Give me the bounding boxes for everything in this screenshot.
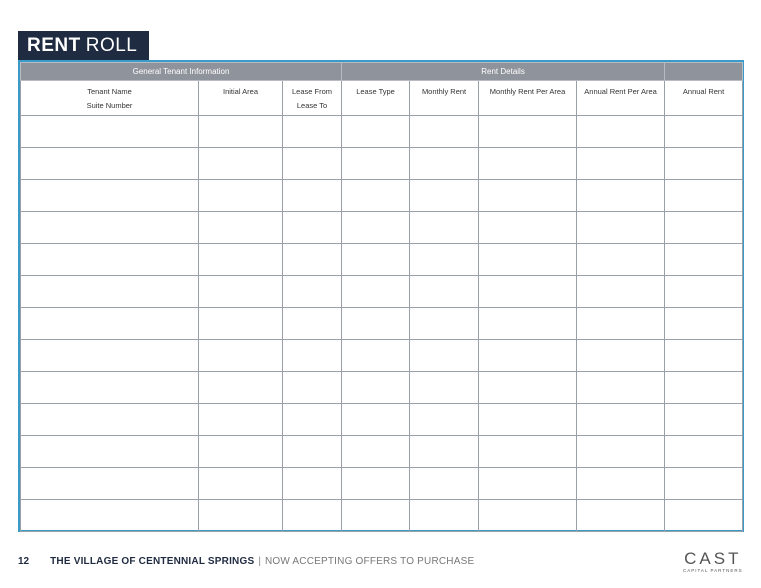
table-cell (577, 212, 665, 244)
property-name: THE VILLAGE OF CENTENNIAL SPRINGS (50, 556, 255, 567)
table-cell (479, 404, 577, 436)
col-header-lease-type (342, 81, 410, 116)
table-cell (410, 276, 479, 308)
col-header-lease-type-line1: Lease Type (356, 87, 395, 96)
table-cell (21, 148, 199, 180)
table-cell (283, 180, 342, 212)
table-cell (342, 404, 410, 436)
table-cell (199, 212, 283, 244)
table-cell (665, 244, 743, 276)
table-cell (410, 404, 479, 436)
table-cell (199, 468, 283, 500)
logo-main: CAST (684, 549, 742, 568)
table-cell (21, 212, 199, 244)
page-title-light: ROLL (85, 34, 138, 56)
table-cell (199, 372, 283, 404)
table-cell (479, 276, 577, 308)
table-body (21, 116, 743, 532)
col-header-annual-rent-per-area (577, 81, 665, 116)
table-row (21, 500, 743, 532)
table-cell (199, 308, 283, 340)
table-cell (283, 308, 342, 340)
col-header-lease-dates-line1: Lease From (292, 87, 333, 96)
table-cell (342, 244, 410, 276)
table-cell (479, 180, 577, 212)
table-cell (199, 148, 283, 180)
table-cell (479, 148, 577, 180)
group-header-rent-details: Rent Details (342, 63, 665, 81)
table-row (21, 308, 743, 340)
page-title (18, 31, 149, 60)
col-header-tenant-line2: Suite Number (86, 101, 133, 110)
table-cell (21, 180, 199, 212)
table-row (21, 404, 743, 436)
table-cell (21, 500, 199, 532)
table-cell (410, 116, 479, 148)
table-cell (577, 244, 665, 276)
group-header-general: General Tenant Information (21, 63, 342, 81)
table-cell (342, 116, 410, 148)
table-cell (665, 340, 743, 372)
col-header-initial-area-line1: Initial Area (222, 87, 259, 96)
footer-separator: | (258, 556, 261, 567)
table-cell (577, 436, 665, 468)
logo-sub: CAPITAL PARTNERS (683, 568, 743, 573)
table-cell (479, 244, 577, 276)
table-row (21, 116, 743, 148)
table-cell (21, 436, 199, 468)
table-row (21, 244, 743, 276)
table-cell (479, 340, 577, 372)
rent-roll-table-container (18, 60, 744, 532)
table-cell (342, 276, 410, 308)
table-cell (283, 372, 342, 404)
table-cell (479, 500, 577, 532)
table-cell (21, 276, 199, 308)
table-cell (342, 308, 410, 340)
col-header-tenant (21, 81, 199, 116)
col-header-annual-rent (665, 81, 743, 116)
table-cell (342, 500, 410, 532)
table-cell (199, 276, 283, 308)
table-cell (665, 180, 743, 212)
group-header-empty (665, 63, 743, 81)
table-cell (199, 436, 283, 468)
table-cell (283, 500, 342, 532)
table-cell (577, 340, 665, 372)
table-cell (577, 500, 665, 532)
table-cell (342, 436, 410, 468)
table-cell (283, 340, 342, 372)
table-cell (479, 468, 577, 500)
footer-tagline: NOW ACCEPTING OFFERS TO PURCHASE (264, 556, 475, 567)
table-cell (21, 116, 199, 148)
table-cell (479, 308, 577, 340)
column-header-row (21, 81, 743, 116)
table-cell (665, 308, 743, 340)
page-title-bold: RENT (27, 34, 81, 56)
table-row (21, 372, 743, 404)
table-cell (479, 372, 577, 404)
table-cell (665, 404, 743, 436)
table-cell (410, 308, 479, 340)
col-header-initial-area (199, 81, 283, 116)
table-cell (199, 500, 283, 532)
table-cell (21, 468, 199, 500)
table-cell (479, 212, 577, 244)
table-cell (410, 148, 479, 180)
table-cell (665, 468, 743, 500)
table-cell (342, 212, 410, 244)
table-cell (21, 340, 199, 372)
col-header-lease-dates-line2: Lease To (296, 101, 328, 110)
footer (18, 556, 474, 567)
table-cell (342, 148, 410, 180)
table-row (21, 436, 743, 468)
table-cell (665, 212, 743, 244)
table-cell (283, 116, 342, 148)
page-number: 12 (18, 556, 30, 567)
table-row (21, 148, 743, 180)
table-cell (21, 308, 199, 340)
table-cell (21, 244, 199, 276)
col-header-lease-dates (283, 81, 342, 116)
table-cell (342, 180, 410, 212)
table-cell (21, 404, 199, 436)
table-cell (577, 308, 665, 340)
table-cell (199, 116, 283, 148)
table-row (21, 276, 743, 308)
group-header-row (21, 63, 743, 81)
col-header-tenant-line1: Tenant Name (87, 87, 132, 96)
col-header-monthly-rent (410, 81, 479, 116)
cast-logo (683, 550, 743, 574)
table-cell (410, 180, 479, 212)
table-cell (577, 404, 665, 436)
table-cell (199, 244, 283, 276)
table-cell (577, 468, 665, 500)
table-cell (410, 436, 479, 468)
table-cell (577, 116, 665, 148)
table-cell (410, 500, 479, 532)
table-cell (342, 468, 410, 500)
rent-roll-table (20, 62, 743, 532)
col-header-annual-rent-line1: Annual Rent (682, 87, 725, 96)
table-row (21, 340, 743, 372)
table-cell (283, 436, 342, 468)
table-cell (665, 372, 743, 404)
col-header-monthly-rent-per-area-line1: Monthly Rent Per Area (489, 87, 566, 96)
table-row (21, 468, 743, 500)
col-header-monthly-rent-per-area (479, 81, 577, 116)
table-cell (283, 148, 342, 180)
table-cell (283, 244, 342, 276)
table-cell (410, 468, 479, 500)
table-row (21, 212, 743, 244)
table-cell (665, 436, 743, 468)
table-cell (577, 148, 665, 180)
table-cell (199, 340, 283, 372)
table-cell (283, 468, 342, 500)
table-cell (479, 436, 577, 468)
table-cell (410, 244, 479, 276)
table-cell (577, 372, 665, 404)
table-cell (665, 116, 743, 148)
table-cell (283, 404, 342, 436)
table-cell (410, 340, 479, 372)
table-cell (342, 340, 410, 372)
table-cell (342, 372, 410, 404)
col-header-annual-rent-per-area-line1: Annual Rent Per Area (584, 87, 657, 96)
table-cell (21, 372, 199, 404)
table-cell (410, 372, 479, 404)
table-cell (665, 276, 743, 308)
table-cell (410, 212, 479, 244)
table-cell (199, 180, 283, 212)
table-cell (283, 276, 342, 308)
table-cell (577, 180, 665, 212)
col-header-monthly-rent-line1: Monthly Rent (421, 87, 467, 96)
table-cell (665, 148, 743, 180)
table-cell (479, 116, 577, 148)
table-cell (283, 212, 342, 244)
table-cell (199, 404, 283, 436)
table-cell (665, 500, 743, 532)
table-cell (577, 276, 665, 308)
table-row (21, 180, 743, 212)
